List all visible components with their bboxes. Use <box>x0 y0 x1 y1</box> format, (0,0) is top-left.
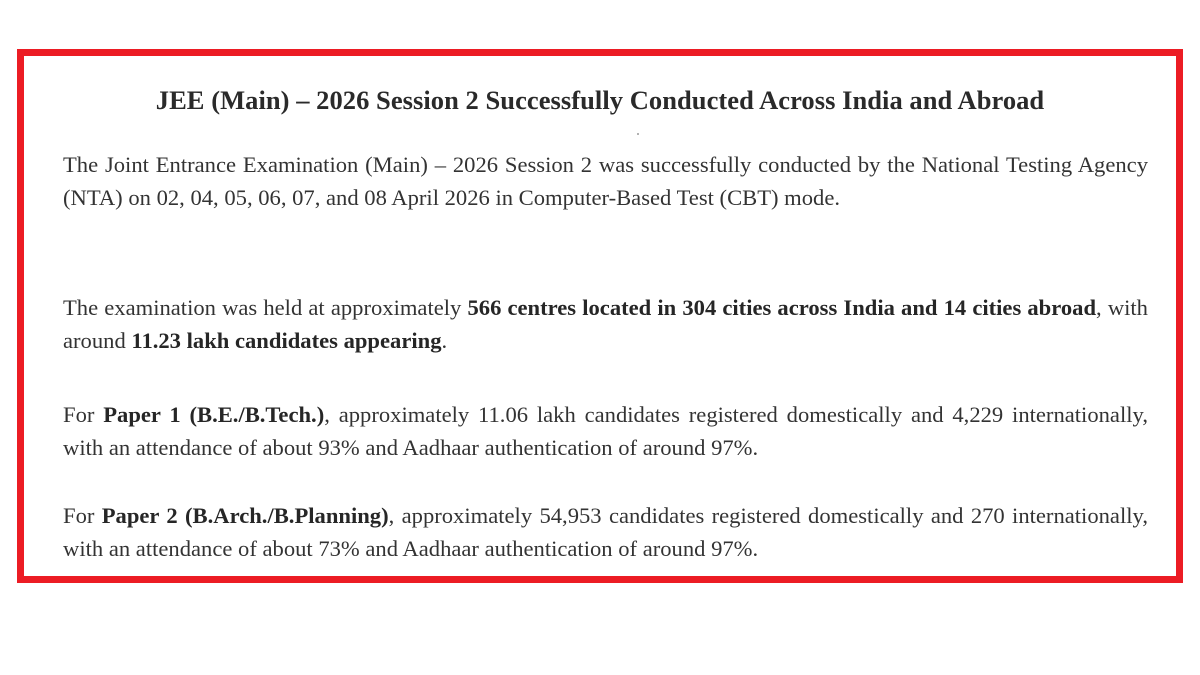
paragraph-text: The examination was held at approximately <box>63 295 468 320</box>
highlight-paper-2: Paper 2 (B.Arch./B.Planning) <box>101 503 389 528</box>
paragraph-text: , approximately 11.06 lakh candidates registered domestically and 4,229 internationally, with an attendance of about 93% and Aadhaar authentication of around 97%. <box>63 402 1148 460</box>
document-frame <box>17 49 1183 583</box>
highlight-centres-cities: 566 centres located in 304 cities across India and 14 cities abroad <box>467 295 1097 320</box>
document-title: JEE (Main) – 2026 Session 2 Successfully Conducted Across India and Abroad <box>155 85 1045 115</box>
paragraph-text: , with around <box>63 295 1148 353</box>
press-release-document <box>24 56 1176 576</box>
paragraph-paper-2 <box>63 500 1148 565</box>
paragraph-text: For <box>63 402 104 427</box>
paragraph-paper-1 <box>63 399 1148 464</box>
highlight-candidates-appearing: 11.23 lakh candidates appearing <box>131 327 442 353</box>
paragraph-text: The Joint Entrance Examination (Main) – 2026 Session 2 was successfully conducted by the National Testing Agency (NTA) on 02, 04, 05, 06, 07, and 08 April 2026 in Computer-Based Test (CBT) mode. <box>63 152 1148 210</box>
highlight-paper-1: Paper 1 (B.E./B.Tech.) <box>103 402 325 427</box>
paragraph-text: . <box>441 327 448 353</box>
paragraph-centres-and-candidates <box>63 292 1148 357</box>
scan-speck <box>637 133 639 135</box>
paragraph-text: , approximately 54,953 candidates registered domestically and 270 internationally, with an attendance of about 73% and Aadhaar authentication of around 97%. <box>63 503 1148 561</box>
paragraph-text: For <box>63 503 102 528</box>
paragraph-exam-overview <box>63 149 1148 214</box>
